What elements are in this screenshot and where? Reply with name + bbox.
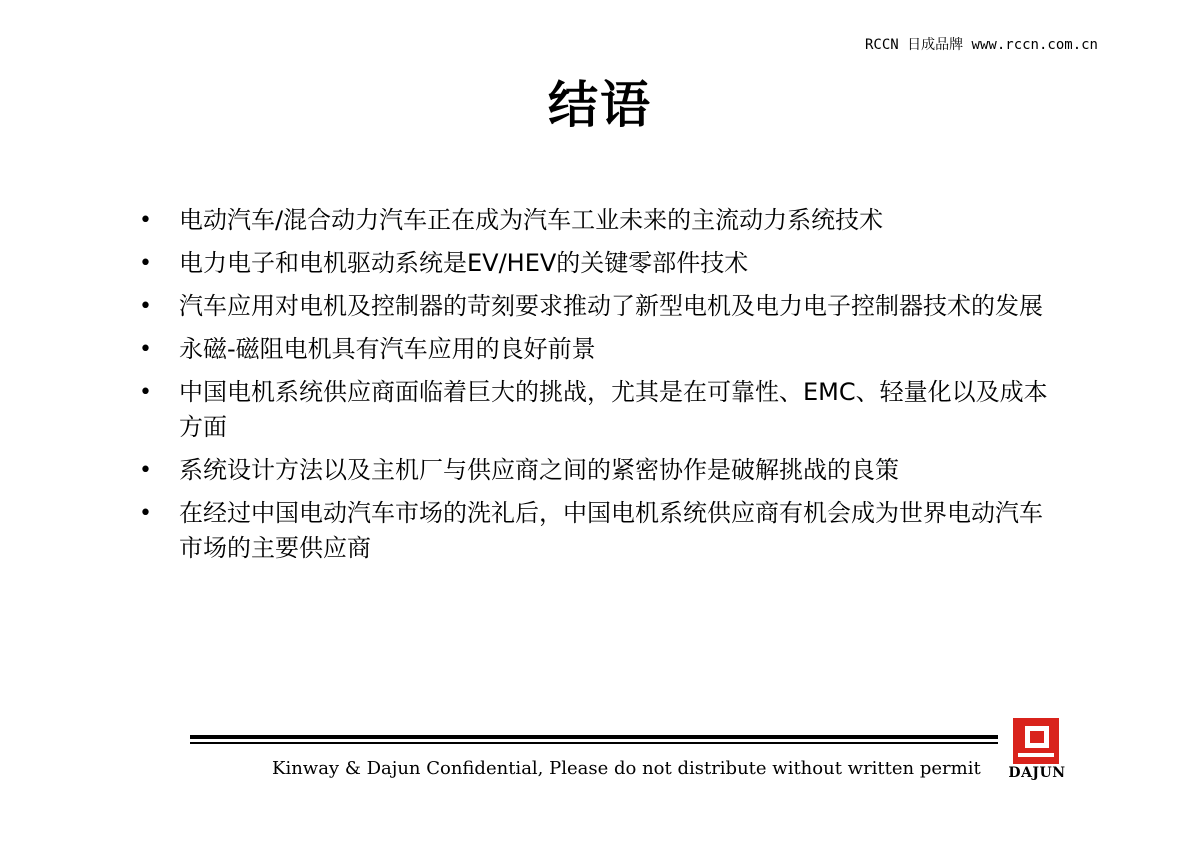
footer-divider-thick (190, 735, 998, 739)
dajun-logo (1002, 712, 1072, 786)
bullet-marker: • (139, 251, 152, 276)
rccn-watermark: RCCN 日成品牌 www.rccn.com.cn (864, 37, 1098, 53)
bullet-item (137, 453, 1057, 488)
bullet-text: 电力电子和电机驱动系统是EV/HEV的关键零部件技术 (179, 249, 749, 277)
bullet-item (137, 203, 1057, 238)
confidential-notice: Kinway & Dajun Confidential, Please do not distribute without written permit (272, 758, 981, 779)
bullet-list (137, 203, 1057, 574)
bullet-marker: • (139, 458, 152, 483)
bullet-text: 电动汽车/混合动力汽车正在成为汽车工业未来的主流动力系统技术 (179, 206, 884, 234)
bullet-text: 系统设计方法以及主机厂与供应商之间的紧密协作是破解挑战的良策 (179, 456, 899, 484)
bullet-item (137, 375, 1057, 445)
bullet-item (137, 289, 1057, 324)
bullet-marker: • (139, 208, 152, 233)
bullet-text: 在经过中国电动汽车市场的洗礼后，中国电机系统供应商有机会成为世界电动汽车市场的主要供应商 (179, 499, 1043, 562)
dajun-logo-icon (1013, 718, 1059, 764)
bullet-marker: • (139, 337, 152, 362)
bullet-item (137, 246, 1057, 281)
bullet-text: 汽车应用对电机及控制器的苛刻要求推动了新型电机及电力电子控制器技术的发展 (179, 292, 1043, 320)
footer-divider-thin (190, 742, 998, 744)
bullet-item (137, 496, 1057, 566)
bullet-text: 永磁-磁阻电机具有汽车应用的良好前景 (179, 335, 596, 363)
bullet-marker: • (139, 380, 152, 405)
bullet-marker: • (139, 294, 152, 319)
bullet-item (137, 332, 1057, 367)
dajun-logo-text: DAJUN (1008, 765, 1066, 781)
bullet-text: 中国电机系统供应商面临着巨大的挑战，尤其是在可靠性、EMC、轻量化以及成本方面 (179, 378, 1048, 441)
bullet-marker: • (139, 501, 152, 526)
slide-title: 结语 (548, 76, 652, 134)
